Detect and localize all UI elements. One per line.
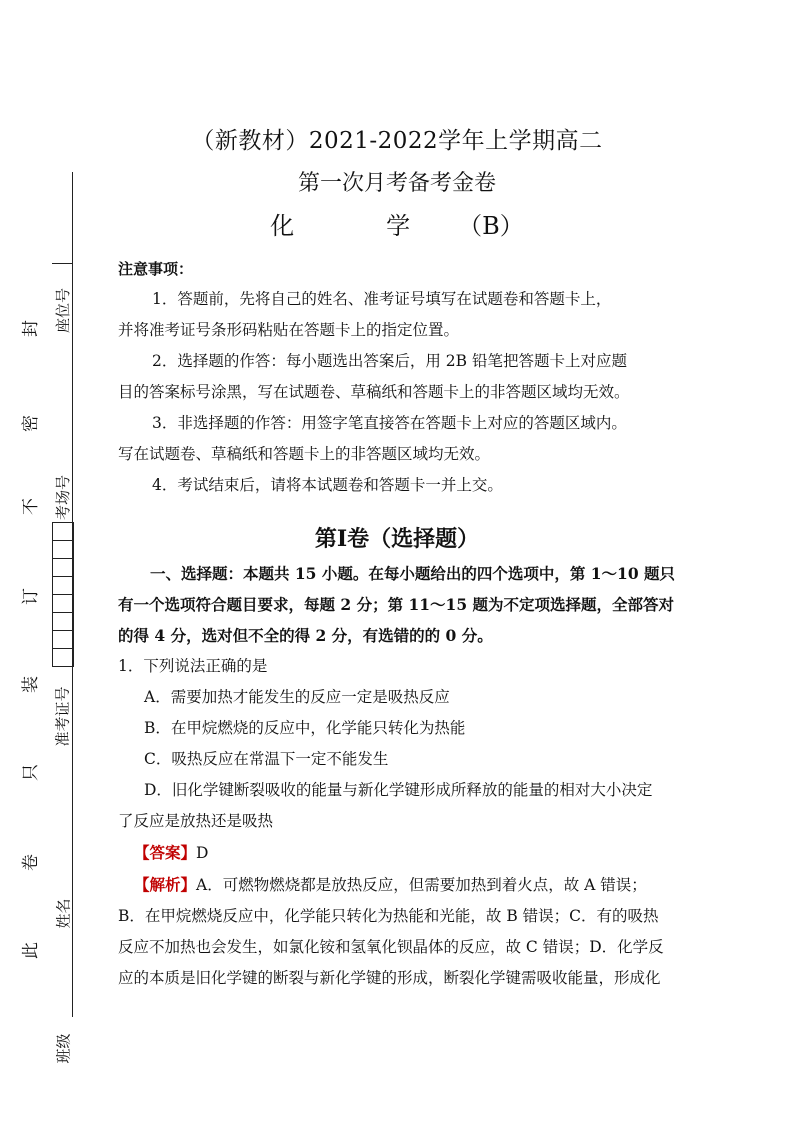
notice-item: 3．非选择题的作答：用签字笔直接答在答题卡上对应的答题区域内。 bbox=[152, 414, 627, 432]
subject-title bbox=[0, 206, 794, 241]
id-box bbox=[52, 612, 74, 631]
analysis-line bbox=[118, 869, 678, 901]
option-a: A．需要加热才能发生的反应一定是吸热反应 bbox=[144, 688, 450, 706]
notice-item: 目的答案标号涂黑，写在试题卷、草稿纸和答题卡上的非答题区域均无效。 bbox=[118, 383, 630, 401]
analysis-text: 应的本质是旧化学键的断裂与新化学键的形成，断裂化学键需吸收能量，形成化 bbox=[118, 969, 661, 987]
id-box bbox=[52, 648, 74, 667]
question-block bbox=[118, 558, 678, 994]
seal-char: 订 bbox=[21, 588, 41, 605]
seal-char: 只 bbox=[21, 764, 41, 781]
answer-label: 【答案】 bbox=[134, 843, 197, 862]
exam-room-label: 考场号 bbox=[54, 474, 73, 521]
subject-name: 化 学 bbox=[270, 212, 445, 240]
exam-subtitle: 第一次月考备考金卷 bbox=[297, 171, 496, 196]
option-d: D．旧化学键断裂吸收的能量与新化学键形成所释放的能量的相对大小决定 bbox=[144, 781, 653, 799]
section-intro: 一、选择题：本题共 15 小题。在每小题给出的四个选项中，第 1～10 题只 bbox=[150, 564, 676, 583]
answer-line bbox=[118, 837, 678, 869]
seal-char: 装 bbox=[21, 676, 41, 693]
section-title: 第Ⅰ卷（选择题） bbox=[314, 526, 480, 552]
section-intro: 的得 4 分，选对但不全的得 2 分，有选错的的 0 分。 bbox=[118, 626, 493, 645]
seal-char: 此 bbox=[21, 942, 41, 959]
notice-item: 2．选择题的作答：每小题选出答案后，用 2B 铅笔把答题卡上对应题 bbox=[152, 352, 627, 370]
notice-item: 并将准考证号条形码粘贴在答题卡上的指定位置。 bbox=[118, 321, 460, 339]
analysis-text: A．可燃物燃烧都是放热反应，但需要加热到着火点，故 A 错误； bbox=[196, 876, 647, 894]
id-box bbox=[52, 630, 74, 649]
seal-char: 密 bbox=[21, 415, 41, 432]
id-box bbox=[52, 576, 74, 595]
option-b: B．在甲烷燃烧的反应中，化学能只转化为热能 bbox=[144, 719, 466, 737]
notice-list bbox=[118, 284, 678, 501]
name-label: 姓名 bbox=[54, 898, 73, 929]
exam-title: （新教材）2021-2022学年上学期高二 bbox=[191, 128, 603, 154]
admission-number-label: 准考证号 bbox=[53, 686, 72, 747]
id-box bbox=[52, 594, 74, 613]
answer-value: D bbox=[196, 844, 209, 862]
notice-item: 4．考试结束后，请将本试题卷和答题卡一并上交。 bbox=[152, 476, 503, 494]
notice-item: 1．答题前，先将自己的姓名、准考证号填写在试题卷和答题卡上， bbox=[152, 290, 612, 308]
seal-char: 不 bbox=[21, 498, 41, 515]
option-d-continued: 了反应是放热还是吸热 bbox=[118, 812, 274, 830]
analysis-text: B．在甲烷燃烧反应中，化学能只转化为热能和光能，故 B 错误；C．有的吸热 bbox=[118, 907, 659, 925]
id-box bbox=[52, 558, 74, 577]
seat-number-label: 座位号 bbox=[54, 287, 73, 334]
analysis-label: 【解析】 bbox=[134, 875, 197, 894]
seal-char: 封 bbox=[21, 320, 41, 337]
question-stem: 1．下列说法正确的是 bbox=[118, 657, 268, 675]
analysis-text: 反应不加热也会发生，如氯化铵和氢氧化钡晶体的反应，故 C 错误；D．化学反 bbox=[118, 938, 664, 956]
notice-item: 写在试题卷、草稿纸和答题卡上的非答题区域均无效。 bbox=[118, 445, 491, 463]
seal-char: 卷 bbox=[21, 854, 41, 871]
notice-heading: 注意事项： bbox=[118, 260, 194, 278]
class-label: 班级 bbox=[54, 1033, 73, 1064]
seat-underline bbox=[52, 263, 72, 264]
paper-variant: （B） bbox=[458, 212, 524, 240]
option-c: C．吸热反应在常温下一定不能发生 bbox=[144, 750, 389, 768]
section-intro: 有一个选项符合题目要求，每题 2 分；第 11～15 题为不定项选择题，全部答对 bbox=[118, 595, 675, 614]
